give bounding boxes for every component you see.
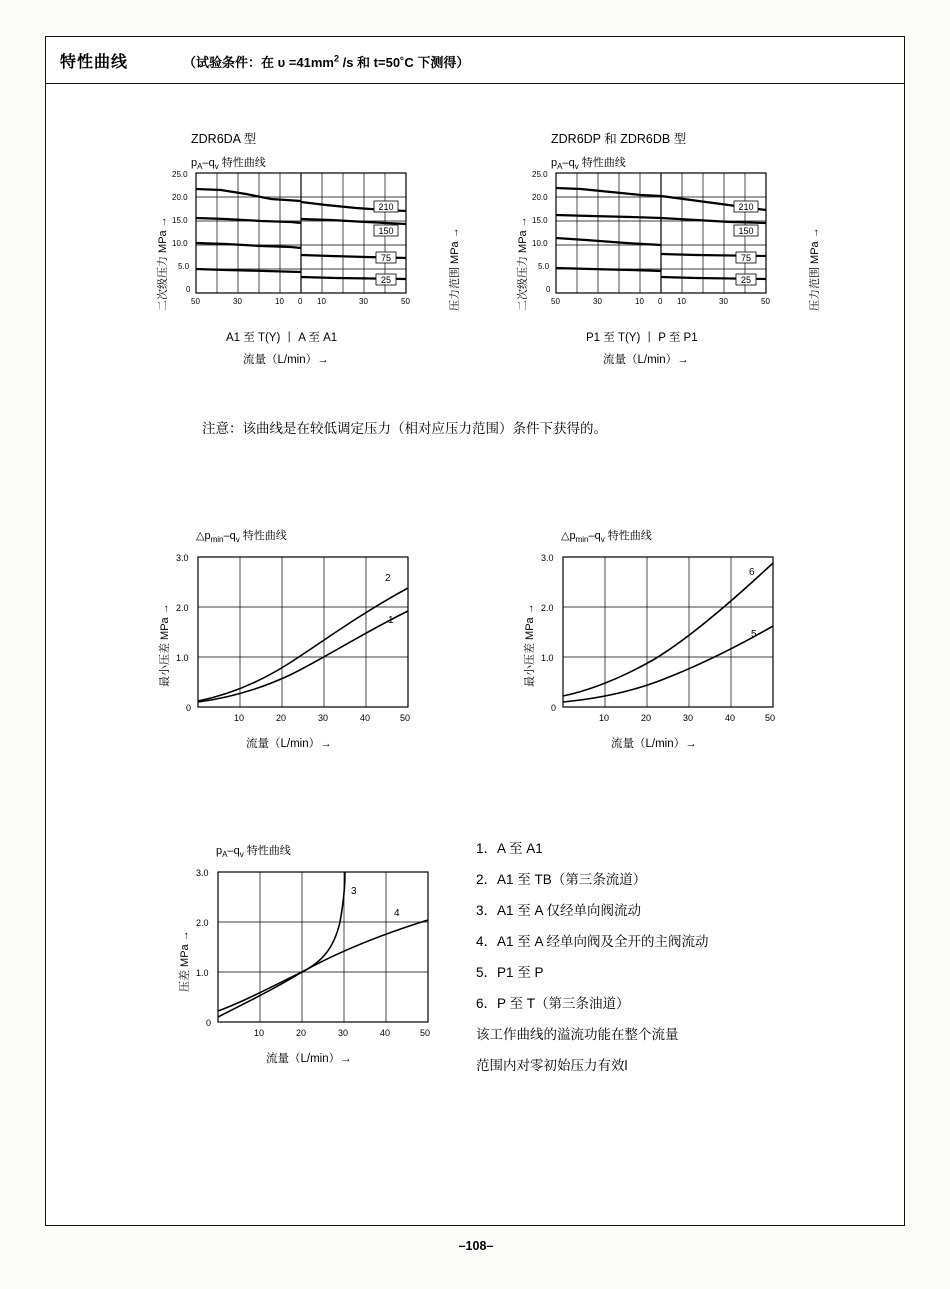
svg-text:25: 25: [740, 275, 752, 285]
chart3-ylabel: 最小压差 MPa →: [159, 603, 171, 687]
legend-list: [476, 837, 876, 1085]
chart2-subtitle: $p_A-q_v$ 特性曲线: [551, 157, 626, 172]
legend-footnote-line2: 范围内对零初始压力有效l: [476, 1058, 628, 1073]
svg-text:6: 6: [749, 567, 755, 578]
chart5-subtitle: $p_A-q_v$ 特性曲线: [216, 845, 291, 860]
chart4-ylabel: 最小压差 MPa →: [524, 603, 536, 687]
header-subtitle: （试验条件：在 $\upsilon =41mm^2$ /s 和 t=50˚C 下测得）: [183, 53, 470, 70]
chart2-plot: [556, 173, 766, 307]
svg-text:2: 2: [385, 573, 391, 584]
svg-text:1: 1: [388, 615, 394, 626]
list-item: 2．A1 至 TB（第三条流道）: [476, 872, 647, 887]
chart1-xlabel-2: 流量（L/min）→: [243, 354, 329, 366]
svg-text:210: 210: [738, 202, 754, 212]
chart2-xlabel-1: P1 至 T(Y) 丨 P 至 P1: [586, 332, 698, 344]
chart1-title: ZDR6DA 型: [191, 132, 257, 146]
chart4-plot: [563, 557, 783, 722]
svg-text:150: 150: [738, 226, 754, 236]
svg-text:210: 210: [378, 202, 394, 212]
page-title: 特性曲线: [60, 54, 129, 71]
page-sheet: [45, 36, 905, 1253]
chart-zdr6da: ZDR6DA 型 $p_A-q_v$ 特性曲线 二次级压力 MPa → 压力范围 MPa → 25.0 20.0 15.0 10.0 5.0 0 210 150 75 25 50 30 10 0 10 30 50 A1 至 T(Y) 丨 A 至 A1 流量（L/min）→: [146, 129, 486, 399]
svg-text:150: 150: [378, 226, 394, 236]
chart-dpmin-right: $\triangle p_{min}-q_v$ 特性曲线 最小压差 MPa → 3.0 2.0 1.0 0 6 5 10 20 30 40 50 流量（L/min）→: [511, 527, 841, 757]
svg-text:25: 25: [380, 275, 392, 285]
chart2-ylabel: 二次级压力 MPa →: [517, 216, 529, 311]
chart5-plot: [218, 872, 438, 1037]
chart4-subtitle: $\triangle p_{min}-q_v$ 特性曲线: [561, 530, 652, 545]
chart2-ylabel-right: 压力范围 MPa →: [809, 227, 821, 311]
svg-text:4: 4: [394, 908, 400, 919]
note-text: 注意：该曲线是在较低调定压力（相对应压力范围）条件下获得的。: [202, 421, 607, 436]
list-item: 5．P1 至 P: [476, 965, 544, 980]
list-item: 6．P 至 T（第三条油道）: [476, 996, 630, 1011]
chart1-plot: [196, 173, 406, 307]
chart3-plot: [198, 557, 418, 722]
chart-pa-qv-bottom: $p_A-q_v$ 特性曲线 压差 MPa → 3.0 2.0 1.0 0 3 4 10 20 30 40 50 流量（L/min）→: [166, 842, 496, 1082]
section-header: [46, 37, 904, 84]
chart1-xlabel-1: A1 至 T(Y) 丨 A 至 A1: [226, 332, 338, 344]
legend-footnote-line1: 该工作曲线的溢流功能在整个流量: [476, 1027, 679, 1042]
chart1-ylabel: 二次级压力 MPa →: [157, 216, 169, 311]
svg-text:75: 75: [740, 253, 752, 263]
list-item: 3．A1 至 A 仅经单向阀流动: [476, 903, 642, 918]
svg-text:3: 3: [351, 886, 357, 897]
chart2-xlabel-2: 流量（L/min）→: [603, 354, 689, 366]
chart-zdr6dp-db: ZDR6DP 和 ZDR6DB 型 $p_A-q_v$ 特性曲线 二次级压力 MPa → 压力范围 MPa → 25.0 20.0 15.0 10.0 5.0 0 210 150 75 25 50 30 10 0 10 30 50 P1 至 T(Y) 丨 P 至 P1 流量（L/min）→: [506, 129, 866, 399]
svg-text:5: 5: [751, 629, 757, 640]
chart3-xlabel: 流量（L/min）→: [246, 738, 332, 750]
page-number: –108–: [458, 1239, 494, 1253]
chart3-subtitle: $\triangle p_{min}-q_v$ 特性曲线: [196, 530, 287, 545]
chart1-subtitle: $p_A-q_v$ 特性曲线: [191, 157, 266, 172]
chart4-xlabel: 流量（L/min）→: [611, 738, 697, 750]
chart2-title: ZDR6DP 和 ZDR6DB 型: [551, 132, 687, 146]
chart5-xlabel: 流量（L/min）→: [266, 1053, 352, 1065]
chart-dpmin-left: $\triangle p_{min}-q_v$ 特性曲线 最小压差 MPa → 3.0 2.0 1.0 0 2 1 10 20 30 40 50 流量（L/min）→: [146, 527, 476, 757]
chart1-ylabel-right: 压力范围 MPa →: [449, 227, 461, 311]
list-item: 4．A1 至 A 经单向阀及全开的主阀流动: [476, 934, 709, 949]
svg-text:75: 75: [380, 253, 392, 263]
chart5-ylabel: 压差 MPa →: [179, 930, 191, 992]
list-item: 1．A 至 A1: [476, 841, 543, 856]
